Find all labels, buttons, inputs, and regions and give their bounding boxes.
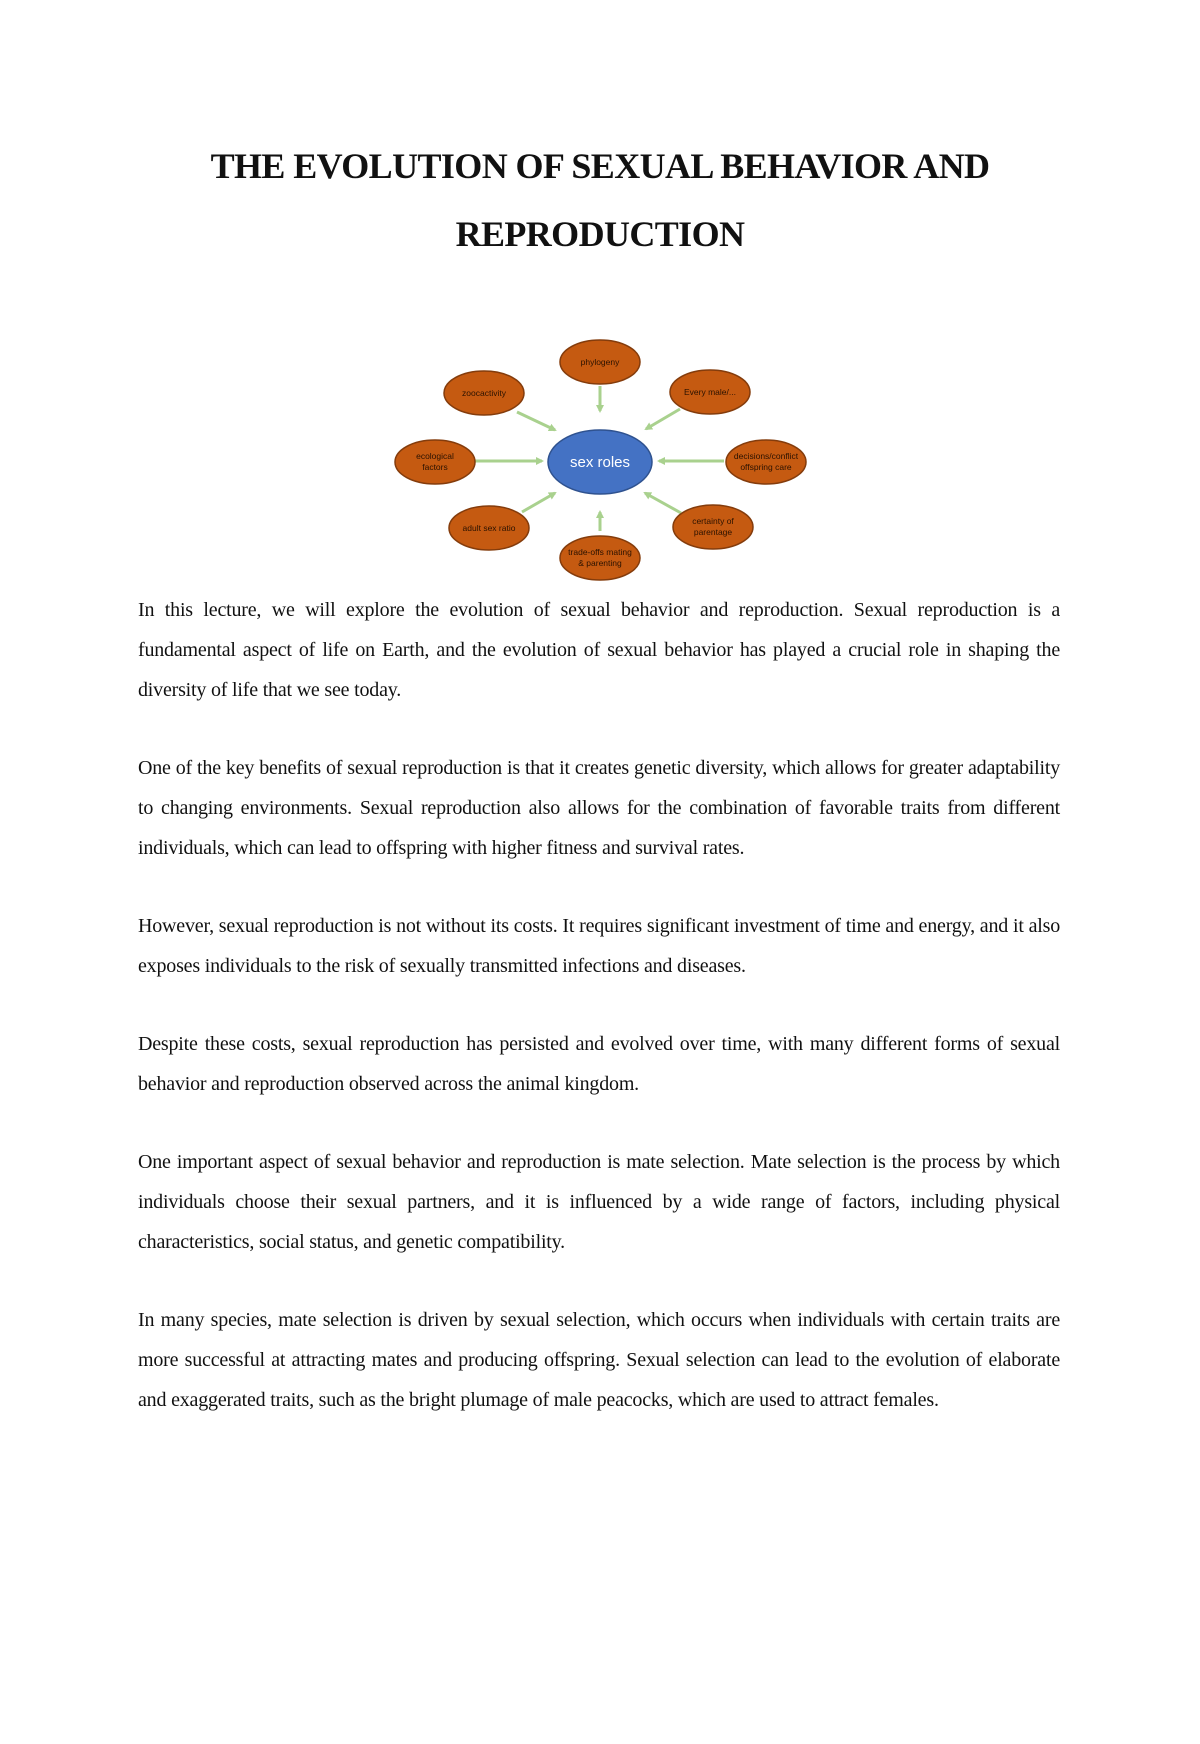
- arrow-top-right: [646, 409, 680, 429]
- node-bottom-right: [673, 505, 753, 549]
- node-left: [395, 440, 475, 484]
- node-right-label-2: offspring care: [740, 462, 792, 472]
- node-top-right-label-1: Every male/...: [684, 387, 736, 397]
- document-title: THE EVOLUTION OF SEXUAL BEHAVIOR AND REPRODUCTION: [210, 146, 990, 254]
- node-bottom-left: [449, 506, 529, 550]
- paragraph-1: In this lecture, we will explore the evolution of sexual behavior and reproduction. Sexual reproduction is a fundamental aspect of life on Earth, and the evolution of sexual behavior has played a crucial role in shaping the diversity of life that we see today.: [138, 599, 1060, 701]
- paragraph-6: In many species, mate selection is driven by sexual selection, which occurs when individuals with certain traits are more successful at attracting mates and producing offspring. Sexual selection can lead to the evolution of elaborate and exaggerated traits, such as the bright plumage of male peacocks, which are used to attract females.: [138, 1309, 1060, 1411]
- node-top-right: [670, 370, 750, 414]
- center-node-label: sex roles: [569, 454, 631, 471]
- node-right: [726, 440, 806, 484]
- arrow-bottom-left: [522, 493, 555, 512]
- diagram-svg: [380, 330, 820, 588]
- node-right-label-1: decisions/conflict: [733, 451, 799, 461]
- node-top: [560, 340, 640, 384]
- paragraph-5: One important aspect of sexual behavior and reproduction is mate selection. Mate selection is the process by which individuals choose their sexual partners, and it is influenced by a wide range of factors, including physical characteristics, social status, and genetic compatibility.: [138, 1151, 1060, 1253]
- node-left-label-2: factors: [422, 462, 448, 472]
- paragraph-2: One of the key benefits of sexual reproduction is that it creates genetic diversity, which allows for greater adaptability to changing environments. Sexual reproduction also allows for the combination of favorable traits from different individuals, which can lead to offspring with higher fitness and survival rates.: [138, 757, 1060, 859]
- node-bottom-right-label-2: parentage: [693, 527, 733, 537]
- node-bottom-right-label-1: certainty of: [692, 516, 734, 526]
- node-bottom: [560, 536, 640, 580]
- node-left-label-1: ecological: [416, 451, 454, 461]
- body-text: [138, 590, 1060, 1458]
- center-node: [548, 430, 652, 494]
- sex-roles-diagram: [380, 330, 820, 588]
- node-top-label-1: phylogeny: [580, 357, 620, 367]
- arrow-top-left: [517, 412, 555, 430]
- node-top-left: [444, 371, 524, 415]
- arrow-bottom-right: [645, 493, 681, 513]
- node-bottom-label-2: & parenting: [578, 558, 622, 568]
- node-bottom-label-1: trade-offs mating: [568, 547, 632, 557]
- paragraph-3: However, sexual reproduction is not without its costs. It requires significant investment of time and energy, and it also exposes individuals to the risk of sexually transmitted infections and diseases.: [138, 915, 1060, 977]
- node-bottom-left-label-1: adult sex ratio: [462, 523, 516, 533]
- paragraph-4: Despite these costs, sexual reproduction has persisted and evolved over time, with many different forms of sexual behavior and reproduction observed across the animal kingdom.: [138, 1033, 1060, 1095]
- node-top-left-label-1: zoocactivity: [462, 388, 506, 398]
